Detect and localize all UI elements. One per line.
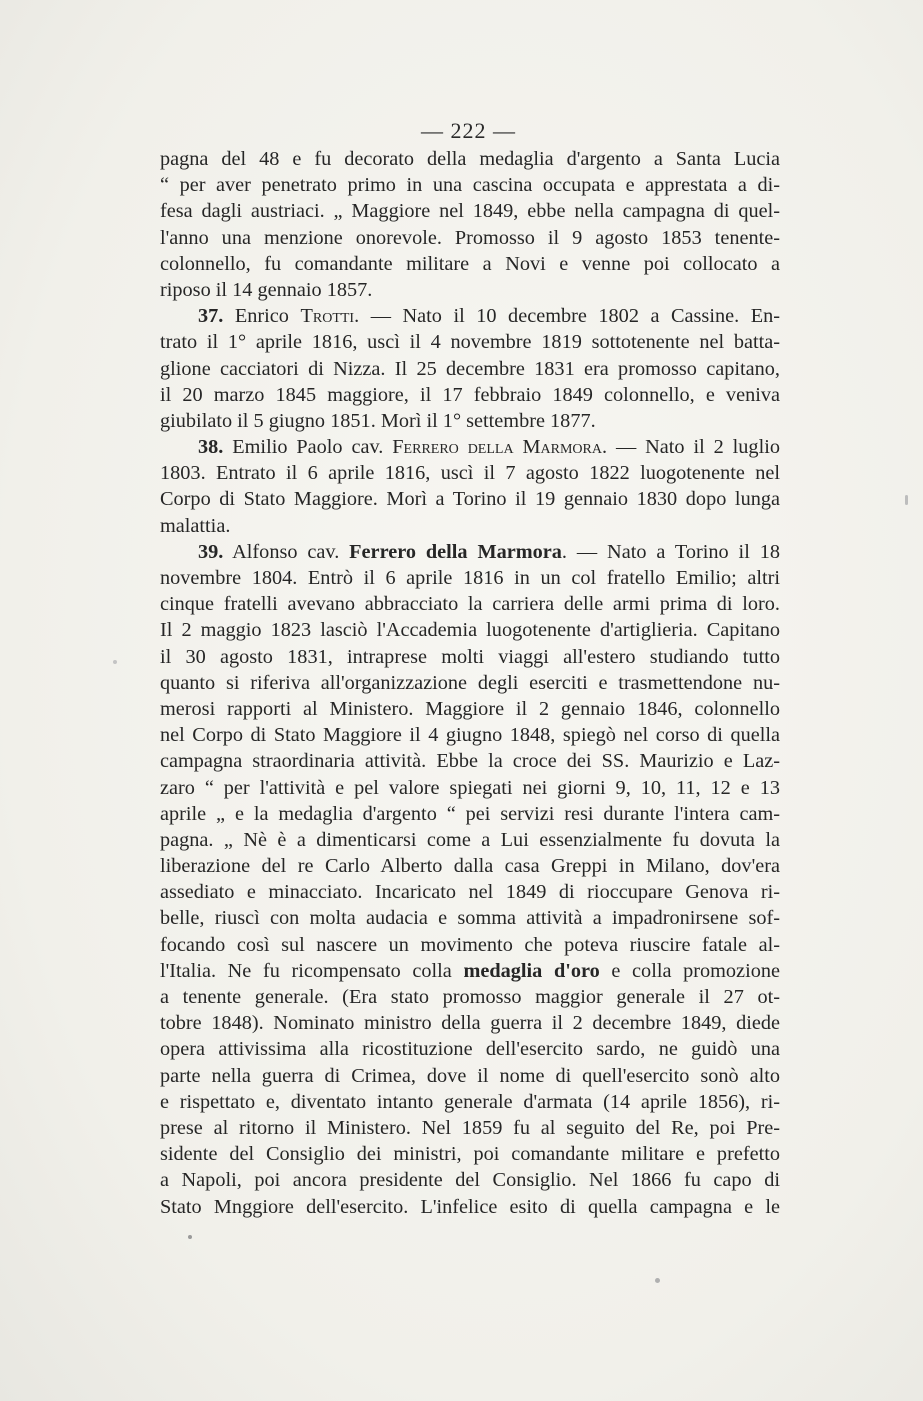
text-line: sidente del Consiglio dei ministri, poi comandante militare e prefetto [160,1143,780,1166]
entry-38 [160,434,780,539]
entry-surname: Ferrero della Marmora [392,436,602,459]
text-line: il 30 agosto 1831, intraprese molti viaggi all'estero studiando tutto [160,645,780,668]
text-line: Il 2 maggio 1823 lasciò l'Accademia luogotenente d'artiglieria. Capitano [160,619,780,642]
text-line: parte nella guerra di Crimea, dove il nome di quell'esercito sonò alto [160,1064,780,1087]
text-line: trato il 1° aprile 1816, uscì il 4 novembre 1819 sottotenente nel batta- [160,331,780,354]
page-number: — 222 — [421,118,516,143]
medal-line-pre: l'Italia. Ne fu ricompensato colla [160,959,452,982]
scan-speck [188,1235,192,1239]
text-line: liberazione del re Carlo Alberto dalla casa Greppi in Milano, dov'era [160,855,780,878]
text-line-medal [160,958,780,984]
text-line: nel Corpo di Stato Maggiore il 4 giugno 1848, spiegò nel corso di quella [160,724,780,747]
text-line: prese al ritorno il Ministero. Nel 1859 fu al seguito del Re, poi Pre- [160,1116,780,1139]
text-line: pagna. „ Nè è a dimenticarsi come a Lui essenzialmente fu dovuta la [160,828,780,851]
entry-heading-rest: . — Nato a Torino il 18 [561,540,780,563]
text-line: novembre 1804. Entrò il 6 aprile 1816 in un col fratello Emilio; altri [160,567,780,589]
entry-39 [160,539,780,1220]
text-line: giubilato il 5 giugno 1851. Morì il 1° settembre 1877. [160,409,596,432]
medal-line-post: e colla promozione [611,959,780,982]
text-line: pagna del 48 e fu decorato della medaglia d'argento a Santa Lucia [160,148,780,170]
entry-number: 38. [198,436,224,459]
entry-surname: Trotti [300,305,355,328]
text-line: campagna straordinaria attività. Ebbe la croce dei SS. Maurizio e Laz- [160,750,780,773]
medal-bold: medaglia d'oro [463,959,600,982]
text-line: l'anno una menzione onorevole. Promosso il 9 agosto 1853 tenente- [160,226,780,249]
body-text [160,146,780,1220]
text-line: tobre 1848). Nominato ministro della guerra il 2 decembre 1849, diede [160,1012,780,1035]
text-line: a Napoli, poi ancora presidente del Consiglio. Nel 1866 fu capo di [160,1169,780,1192]
entry-number: 39. [198,540,224,563]
text-line: Stato Mnggiore dell'esercito. L'infelice esito di quella campagna e le [160,1195,780,1218]
text-line: malattia. [160,514,231,537]
text-line: merosi rapporti al Ministero. Maggiore il 2 gennaio 1846, colonnello [160,697,780,720]
text-line: aprile „ e la medaglia d'argento “ pei servizi resi durante l'intera cam- [160,802,780,825]
text-line: e rispettato e, diventato intanto generale d'armata (14 aprile 1856), ri- [160,1090,780,1113]
entry-heading-rest: . — Nato il 2 luglio [601,436,780,459]
paragraph-continuation [160,146,780,303]
text-line: fesa dagli austriaci. „ Maggiore nel 1849, ebbe nella campagna di quel- [160,200,780,223]
text-line: focando così sul nascere un movimento che poteva riuscire fatale al- [160,933,780,956]
scan-speck [113,660,117,664]
text-line: colonnello, fu comandante militare a Novi e venne poi collocato a [160,252,780,275]
text-line: a tenente generale. (Era stato promosso maggior generale il 27 ot- [160,986,780,1008]
entry-name-prefix: Emilio Paolo cav. [232,436,384,459]
entry-heading-line [160,434,780,460]
text-line: belle, riuscì con molta audacia e somma attività a impadronirsene sof- [160,907,780,930]
text-line: glione cacciatori di Nizza. Il 25 decembre 1831 era promosso capitano, [160,357,780,380]
scan-speck [655,1278,660,1283]
text-line: Corpo di Stato Maggiore. Morì a Torino il 19 gennaio 1830 dopo lunga [160,488,780,511]
entry-surname-bold: Ferrero della Marmora [349,540,562,563]
text-line: assediato e minacciato. Incaricato nel 1849 di rioccupare Genova ri- [160,881,780,904]
entry-name-prefix: Alfonso cav. [232,540,340,563]
entry-number: 37. [198,305,224,328]
entry-heading-rest: . — Nato il 10 decembre 1802 a Cassine. En- [354,305,780,328]
entry-name-prefix: Enrico [234,305,289,328]
entry-heading-line [160,539,780,565]
text-line: quanto si riferiva all'organizzazione degli eserciti e trasmettendone nu- [160,671,780,694]
text-line: riposo il 14 gennaio 1857. [160,278,373,301]
text-line: zaro “ per l'attività e pel valore spiegati nei giorni 9, 10, 11, 12 e 13 [160,776,780,799]
entry-37 [160,303,780,434]
text-line: opera attivissima alla ricostituzione dell'esercito sardo, ne guidò una [160,1038,780,1061]
text-line: il 20 marzo 1845 maggiore, il 17 febbraio 1849 colonnello, e veniva [160,383,780,406]
text-line: cinque fratelli avevano abbracciato la carriera delle armi prima di loro. [160,593,780,616]
scan-speck [905,495,908,505]
entry-heading-line [160,303,780,329]
text-line: 1803. Entrato il 6 aprile 1816, uscì il 7 agosto 1822 luogotenente nel [160,462,780,485]
text-line: “ per aver penetrato primo in una cascina occupata e apprestata a di- [160,174,780,197]
